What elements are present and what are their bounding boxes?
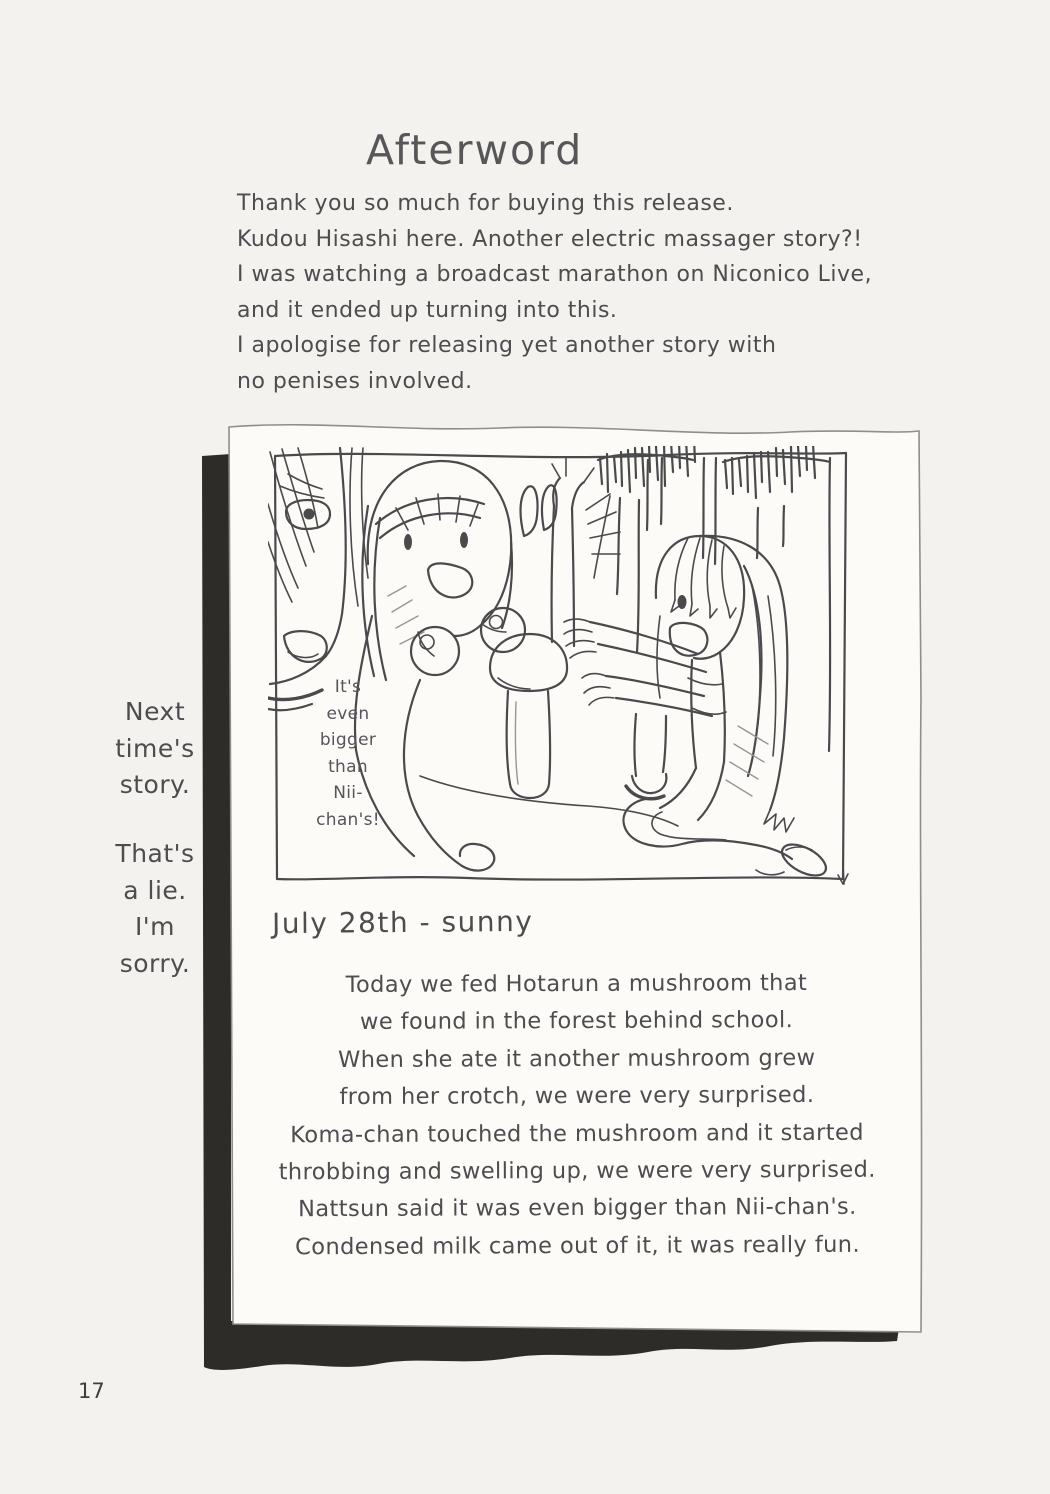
speech-line: chan's! — [316, 809, 380, 830]
speech-line: even — [326, 703, 370, 724]
left-face-sketch — [268, 448, 368, 710]
intro-line: Thank you so much for buying this release. — [237, 191, 734, 216]
margin-note-line: Next — [124, 697, 186, 726]
diary-entry-line: from her crotch, we were very surprised. — [339, 1082, 815, 1111]
margin-note-line: time's — [115, 733, 195, 763]
page-title: Afterword — [366, 126, 584, 174]
intro-line: I was watching a broadcast marathon on Niconico Live, — [237, 262, 873, 288]
margin-note-line: That's — [115, 839, 195, 868]
speech-line: It's — [334, 677, 362, 697]
page-number: 17 — [78, 1379, 105, 1403]
margin-note-line: a lie. — [123, 875, 187, 905]
margin-note-line: sorry. — [119, 948, 191, 978]
speech-line: than — [328, 756, 368, 777]
margin-note-next-time — [96, 694, 214, 804]
intro-line: and it ended up turning into this. — [237, 297, 618, 323]
mushroom-sketch — [490, 634, 567, 798]
margin-note-line: I'm — [134, 912, 176, 941]
speech-line: Nii- — [333, 783, 363, 803]
diary-entry-line: Nattsun said it was even bigger than Nii-chan's. — [298, 1194, 857, 1223]
speech-line: bigger — [319, 730, 377, 750]
girl-longhair-sketch — [564, 536, 831, 882]
diary-entry-line: throbbing and swelling up, we were very surprised. — [278, 1156, 876, 1186]
diary-date: July 28th - sunny — [271, 904, 534, 941]
margin-note-apology — [96, 836, 214, 982]
diary-entry-line: we found in the forest behind school. — [359, 1007, 794, 1036]
trees-sketch — [598, 446, 830, 751]
intro-line: Kudou Hisashi here. Another electric massager story?! — [237, 226, 863, 252]
diary-entry — [232, 965, 921, 1267]
diary-entry-line: When she ate it another mushroom grew — [338, 1044, 816, 1073]
intro-line: I apologise for releasing yet another story with — [237, 333, 777, 359]
diary-entry-line: Today we fed Hotarun a mushroom that — [345, 969, 808, 999]
girl-bob-sketch — [355, 458, 678, 871]
margin-note-line: story. — [119, 770, 191, 799]
intro-paragraph — [237, 186, 872, 400]
intro-line: no penises involved. — [237, 368, 473, 394]
diary-entry-line: Condensed milk came out of it, it was really fun. — [295, 1231, 861, 1261]
speech-bubble-text — [296, 674, 400, 833]
diary-entry-line: Koma-chan touched the mushroom and it started — [290, 1119, 864, 1148]
